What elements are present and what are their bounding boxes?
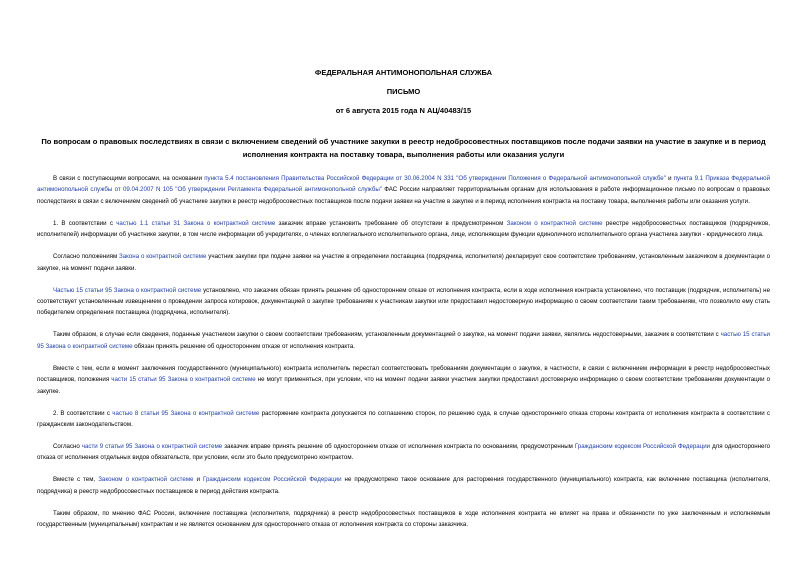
legal-reference-link[interactable]: пункта 5.4 постановления Правительства Российской Федерации от 30.06.2004 N 331 "Об утверждении Положения о Федеральной антимонопольной службе" xyxy=(204,175,666,182)
body-paragraph xyxy=(37,408,770,431)
agency-title: ФЕДЕРАЛЬНАЯ АНТИМОНОПОЛЬНАЯ СЛУЖБА xyxy=(314,68,493,77)
document-type: ПИСЬМО xyxy=(386,87,421,96)
legal-reference-link[interactable]: Законом о контрактной системе xyxy=(98,476,194,484)
paragraph-text: Вместе с тем, xyxy=(53,476,99,484)
document-date-number: от 6 августа 2015 года N АЦ/40483/15 xyxy=(335,106,472,115)
paragraph-text: В связи с поступающими вопросами, на основании xyxy=(53,175,205,182)
paragraph-text: и xyxy=(193,476,203,484)
paragraph-text: Таким образом, в случае если сведения, поданные участником закупки о своем соответствии требованиям, установленным документацией о закупке, на момент подачи заявки, являлись недостоверными, заказчик в соответствии с xyxy=(53,331,721,339)
body-paragraph xyxy=(37,508,770,531)
body-paragraph xyxy=(37,363,770,397)
body-paragraph xyxy=(37,251,770,274)
body-paragraph xyxy=(37,285,770,319)
paragraph-text: Согласно положениям xyxy=(53,253,120,261)
paragraph-text: обязан принять решение об одностороннем отказе от исполнения контракта. xyxy=(132,342,356,350)
legal-reference-link[interactable]: Закона о контрактной системе xyxy=(119,253,207,261)
paragraph-text: реестре недобросовестных поставщиков (подрядчиков, исполнителей) информации об участнике закупки, в том числе информации об учредителях, о членах коллегиального исполнительного органа, лице, исполняющем функции единоличного исполнительного органа участника закупки - юридического лица. xyxy=(37,219,770,239)
legal-reference-link[interactable]: части 15 статьи 95 Закона о контрактной системе xyxy=(111,376,256,384)
legal-reference-link[interactable]: частью 15 статьи 95 Закона о контрактной системе xyxy=(37,331,770,350)
legal-reference-link[interactable]: Гражданским кодексом Российской Федерации xyxy=(203,476,342,484)
legal-reference-link[interactable]: Гражданским кодексом Российской Федерации xyxy=(574,443,711,451)
paragraph-text: Согласно xyxy=(53,443,82,451)
body-paragraph xyxy=(37,329,770,352)
legal-reference-link[interactable]: части 9 статьи 95 Закона о контрактной системе xyxy=(81,443,223,451)
paragraph-text: Вместе с тем, если в момент заключения государственного (муниципального) контракта исполнитель перестал соответствовать требованиям документации о закупке, в частности, в связи с включением информации в реестр недобросовестных поставщиков, положения xyxy=(37,364,770,384)
body-paragraph xyxy=(37,474,770,497)
paragraph-text: участник закупки при подаче заявки на участие в определении поставщика (подрядчика, исполнителя) декларирует свое соответствие требованиям, установленным заказчиком в документации о закупке, на момент подачи заявки. xyxy=(37,253,770,272)
paragraph-text: заказчик вправе установить требование об отсутствии в предусмотренном xyxy=(275,219,507,227)
legal-reference-link[interactable]: пункта 9.1 Приказа Федеральной антимонопольной службы от 09.04.2007 N 105 "Об утверждении Регламента Федеральной антимонопольной службы" xyxy=(37,175,771,194)
paragraph-text: расторжение контракта допускается по соглашению сторон, по решению суда, в случае одностороннего отказа стороны контракта от исполнения контракта в соответствии с гражданским законодательством. xyxy=(37,409,770,429)
body-paragraph xyxy=(37,173,770,207)
paragraph-text: не могут применяться, при условии, что на момент подачи заявки участник закупки предоставил достоверную информацию о своем соответствии требованиям документации о закупке. xyxy=(37,376,770,395)
paragraph-text: не предусмотрено такое основание для расторжения государственного (муниципального) контракта, как включение поставщика (исполнителя, подрядчика) в реестр недобросовестных поставщиков в период действия контракта. xyxy=(37,476,770,495)
legal-reference-link[interactable]: Законом о контрактной системе xyxy=(506,219,603,227)
legal-reference-link[interactable]: частью 1.1 статьи 31 Закона о контрактной системе xyxy=(116,219,276,227)
paragraph-text: заказчик вправе принять решение об одностороннем отказе от исполнения контракта по основаниям, предусмотренным xyxy=(222,443,575,451)
paragraph-text: 2. В соответствии с xyxy=(53,409,113,417)
paragraph-text: установлено, что заказчик обязан принять решение об одностороннем отказе от исполнения контракта, если в ходе исполнения контракта установлено, что поставщик (подрядчик, исполнитель) не соответствует установленным извещением о проведении запроса котировок, документацией о закупке требованиям к участникам закупки или предоставил недостоверную информацию о своем соответствии таким требованиям, что позволило ему стать победителем определения поставщика (подрядчика, исполнителя). xyxy=(37,286,770,317)
paragraph-text: 1. В соответствии с xyxy=(53,219,117,227)
document-body xyxy=(37,173,770,541)
paragraph-text: Таким образом, по мнению ФАС России, включение поставщика (исполнителя, подрядчика) в реестр недобросовестных поставщиков в ходе исполнения контракта не влияет на права и обязанности по уже заключенным и исполняемым государственным (муниципальным) контрактам и не является основанием для одностороннего отказа от исполнения контракта со стороны заказчика. xyxy=(37,509,770,529)
paragraph-text: для одностороннего отказа от исполнения отдельных видов обязательств, при условии, если это было предусмотрено контрактом. xyxy=(37,443,770,462)
legal-reference-link[interactable]: частью 8 статьи 95 Закона о контрактной системе xyxy=(112,409,260,417)
paragraph-text: и xyxy=(665,175,674,182)
paragraph-text: ФАС России направляет территориальным органам для использования в работе информационное письмо по вопросам о правовых последствиях в связи с включением сведений об участнике закупки в реестр недобросовестных поставщиков после подачи заявки на участие в закупке и в период исполнения контракта на поставку товара, выполнения работы или оказания услуги. xyxy=(37,186,771,205)
body-paragraph xyxy=(37,441,770,464)
legal-reference-link[interactable]: Частью 15 статьи 95 Закона о контрактной системе xyxy=(53,286,202,294)
body-paragraph xyxy=(37,218,770,241)
document-subject: По вопросам о правовых последствиях в связи с включением сведений об участнике закупки в реестр недобросовестных поставщиков после подачи заявки на участие в закупке и в период исполнения контракта на поставку товара, выполнения работы или оказания услуги xyxy=(41,137,766,159)
